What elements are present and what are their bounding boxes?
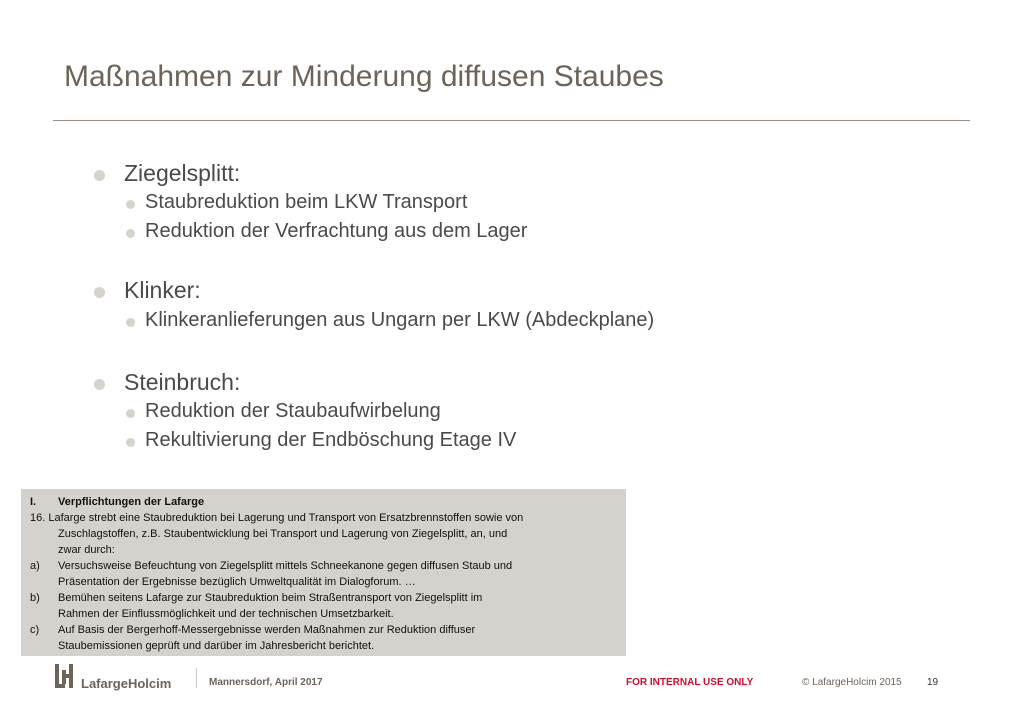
sub-bullet-dot <box>126 409 135 418</box>
note-item-16-line2: Zuschlagstoffen, z.B. Staubentwicklung bei Transport und Lagerung von Ziegelsplitt, an, und <box>58 528 508 540</box>
lafargeholcim-logo-icon <box>55 664 75 688</box>
bullet-dot <box>94 379 105 390</box>
note-item-c-text1: Auf Basis der Bergerhoff-Messergebnisse werden Maßnahmen zur Reduktion diffuser <box>58 624 476 636</box>
sub-bullet-dot <box>126 318 135 327</box>
sub-bullet-staubaufwirbelung: Reduktion der Staubaufwirbelung <box>145 400 441 422</box>
note-item-c-line1 <box>30 622 618 638</box>
note-heading <box>30 494 618 510</box>
note-item-b-label: b) <box>30 592 40 604</box>
bullet-dot <box>94 287 105 298</box>
note-heading-number: I. <box>30 496 37 508</box>
note-item-b-line1 <box>30 590 618 606</box>
note-item-a-line2: Präsentation der Ergebnisse bezüglich Umweltqualität im Dialogforum. … <box>58 576 416 588</box>
note-heading-text: Verpflichtungen der Lafarge <box>58 496 205 508</box>
commitments-note-box <box>21 489 626 656</box>
footer-place-date: Mannersdorf, April 2017 <box>209 677 323 688</box>
sub-bullet-reduktion-verfrachtung: Reduktion der Verfrachtung aus dem Lager <box>145 220 528 242</box>
note-item-b-text1: Bemühen seitens Lafarge zur Staubreduktion beim Straßentransport von Ziegelsplitt im <box>58 592 483 604</box>
footer-brand: LafargeHolcim <box>81 676 172 691</box>
sub-bullet-dot <box>126 229 135 238</box>
note-item-c-label: c) <box>30 624 40 636</box>
note-item-a-text1: Versuchsweise Befeuchtung von Ziegelsplitt mittels Schneekanone gegen diffusen Staub und <box>58 560 513 572</box>
sub-bullet-dot <box>126 438 135 447</box>
page-number: 19 <box>927 677 939 688</box>
slide-title: Maßnahmen zur Minderung diffusen Staubes <box>64 60 664 93</box>
note-item-b-line2: Rahmen der Einflussmöglichkeit und der technischen Umsetzbarkeit. <box>58 608 394 620</box>
note-item-16-line1: 16. Lafarge strebt eine Staubreduktion bei Lagerung und Transport von Ersatzbrennstoffen sowie von <box>30 512 524 524</box>
note-item-c-line2: Staubemissionen geprüft und darüber im Jahresbericht berichtet. <box>58 640 375 652</box>
bullet-klinker: Klinker: <box>124 277 201 303</box>
sub-bullet-staubreduktion-lkw: Staubreduktion beim LKW Transport <box>145 191 468 213</box>
sub-bullet-rekultivierung: Rekultivierung der Endböschung Etage IV <box>145 429 517 451</box>
bullet-dot <box>94 170 105 181</box>
note-item-16-line3: zwar durch: <box>58 544 115 556</box>
title-divider <box>53 120 970 121</box>
footer-internal-label: FOR INTERNAL USE ONLY <box>626 677 754 688</box>
bullet-ziegelsplitt: Ziegelsplitt: <box>124 160 241 186</box>
bullet-steinbruch: Steinbruch: <box>124 369 241 395</box>
note-item-a-label: a) <box>30 560 40 572</box>
note-item-a-line1 <box>30 558 618 574</box>
footer-copyright: © LafargeHolcim 2015 <box>802 677 902 688</box>
sub-bullet-klinkeranlieferungen: Klinkeranlieferungen aus Ungarn per LKW (Abdeckplane) <box>145 309 655 331</box>
sub-bullet-dot <box>126 200 135 209</box>
footer-divider <box>196 668 197 688</box>
